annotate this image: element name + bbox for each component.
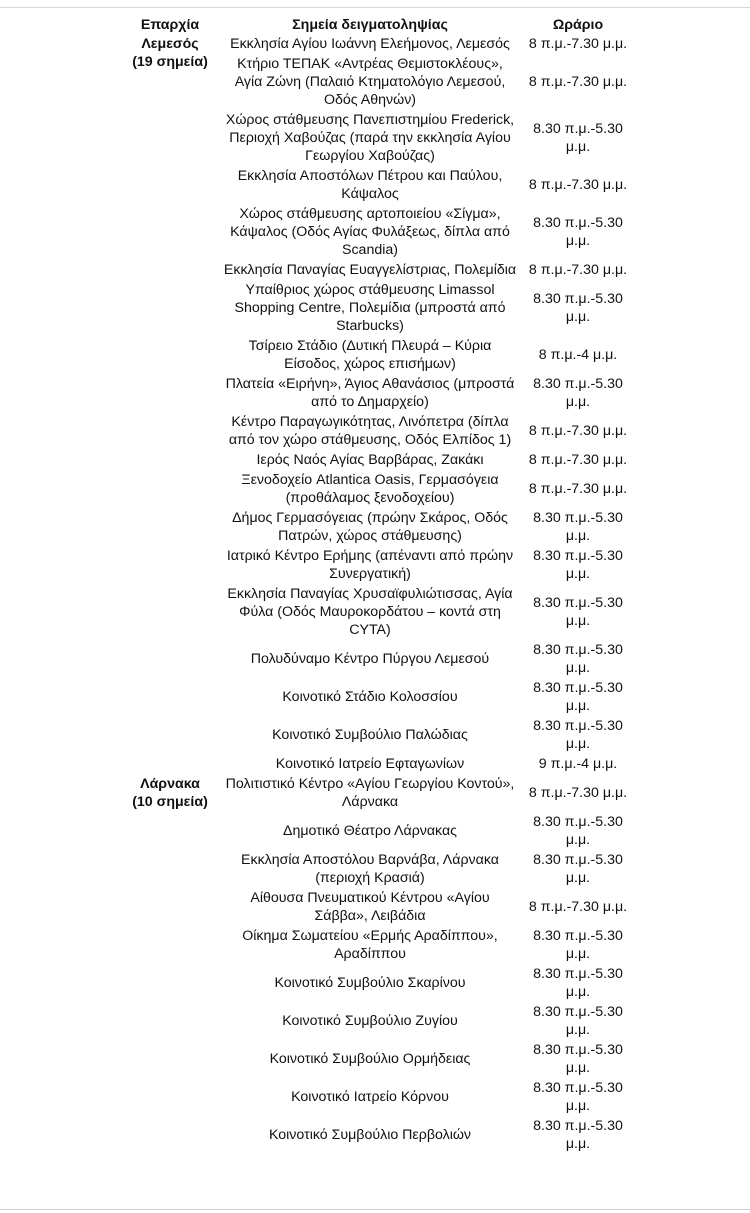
table-row (118, 35, 638, 55)
hours-cell: 8.30 π.μ.-5.30 μ.μ. (533, 680, 623, 714)
location-cell: Πολιτιστικό Κέντρο «Αγίου Γεωργίου Κοντού», Λάρνακα (225, 776, 515, 810)
location-cell: Δήμος Γερμασόγειας (πρώην Σκάρος, Οδός Πατρών, χώρος στάθμευσης) (232, 510, 508, 544)
sampling-points-table (118, 16, 638, 1155)
header-region: Επαρχία (140, 17, 200, 33)
hours-cell: 8.30 π.μ.-5.30 μ.μ. (533, 928, 623, 962)
location-cell: Κοινοτικό Ιατρείο Κόρνου (291, 1089, 449, 1105)
location-cell: Αίθουσα Πνευματικού Κέντρου «Αγίου Σάββα», Λειβάδια (250, 890, 490, 924)
location-cell: Εκκλησία Αποστόλων Πέτρου και Παύλου, Κάψαλος (237, 168, 503, 202)
hours-cell: 8.30 π.μ.-5.30 μ.μ. (533, 215, 623, 249)
hours-cell: 8.30 π.μ.-5.30 μ.μ. (533, 510, 623, 544)
table-row (118, 775, 638, 813)
region-count: (19 σημεία) (132, 54, 208, 70)
table-body (118, 35, 638, 1155)
location-cell: Κοινοτικό Συμβούλιο Ορμήδειας (269, 1051, 471, 1067)
location-cell: Εκκλησία Παναγίας Χρυσαϊφυλιώτισσας, Αγία Φύλα (Οδός Μαυροκορδάτου – κοντά στη CYTA) (227, 586, 513, 638)
hours-cell: 8.30 π.μ.-5.30 μ.μ. (533, 291, 623, 325)
hours-cell: 8 π.μ.-7.30 μ.μ. (528, 177, 628, 193)
hours-cell: 8.30 π.μ.-5.30 μ.μ. (533, 1042, 623, 1076)
region-count: (10 σημεία) (132, 794, 208, 810)
location-cell: Κοινοτικό Ιατρείο Εφταγωνίων (275, 756, 465, 772)
hours-cell: 8.30 π.μ.-5.30 μ.μ. (533, 121, 623, 155)
hours-cell: 8.30 π.μ.-5.30 μ.μ. (533, 548, 623, 582)
bottom-divider (0, 1209, 750, 1210)
hours-cell: 8 π.μ.-7.30 μ.μ. (528, 36, 628, 52)
location-cell: Κοινοτικό Στάδιο Κολοσσίου (282, 689, 458, 705)
region-name: Λάρνακα (140, 776, 200, 792)
hours-cell: 8.30 π.μ.-5.30 μ.μ. (533, 814, 623, 848)
location-cell: Χώρος στάθμευσης αρτοποιείου «Σίγμα», Κάψαλος (Οδός Αγίας Φυλάξεως, δίπλα από Scandia) (230, 206, 510, 258)
hours-cell: 8 π.μ.-4 μ.μ. (538, 347, 618, 363)
region-cell (118, 35, 222, 775)
hours-cell: 8.30 π.μ.-5.30 μ.μ. (533, 595, 623, 629)
location-cell: Κοινοτικό Συμβούλιο Σκαρίνου (274, 975, 466, 991)
hours-cell: 8.30 π.μ.-5.30 μ.μ. (533, 642, 623, 676)
hours-cell: 8 π.μ.-7.30 μ.μ. (528, 423, 628, 439)
hours-cell: 8 π.μ.-7.30 μ.μ. (528, 262, 628, 278)
location-cell: Ιατρικό Κέντρο Ερήμης (απέναντι από πρώην Συνεργατική) (226, 548, 514, 582)
location-cell: Ξενοδοχείο Atlantica Oasis, Γερμασόγεια (προθάλαμος ξενοδοχείου) (241, 472, 499, 506)
location-cell: Εκκλησία Αγίου Ιωάννη Ελεήμονος, Λεμεσός (230, 36, 510, 52)
hours-cell: 8.30 π.μ.-5.30 μ.μ. (533, 1080, 623, 1114)
location-cell: Οίκημα Σωματείου «Ερμής Αραδίππου», Αραδίππου (242, 928, 498, 962)
location-cell: Εκκλησία Αποστόλου Βαρνάβα, Λάρνακα (περιοχή Κρασιά) (241, 852, 499, 886)
region-cell (118, 775, 222, 1155)
location-cell: Υπαίθριος χώρος στάθμευσης Limassol Shopping Centre, Πολεμίδια (μπροστά από Starbucks) (234, 282, 506, 334)
hours-cell: 8.30 π.μ.-5.30 μ.μ. (533, 1118, 623, 1152)
location-cell: Δημοτικό Θέατρο Λάρνακας (282, 823, 458, 839)
header-row (118, 16, 638, 35)
hours-cell: 8.30 π.μ.-5.30 μ.μ. (533, 376, 623, 410)
hours-cell: 8 π.μ.-7.30 μ.μ. (528, 481, 628, 497)
location-cell: Τσίρειο Στάδιο (Δυτική Πλευρά – Κύρια Είσοδος, χώρος επισήμων) (248, 338, 492, 372)
hours-cell: 8.30 π.μ.-5.30 μ.μ. (533, 718, 623, 752)
hours-cell: 8 π.μ.-7.30 μ.μ. (528, 452, 628, 468)
location-cell: Κοινοτικό Συμβούλιο Περβολιών (268, 1127, 472, 1143)
region-name: Λεμεσός (141, 36, 199, 52)
location-cell: Κτήριο ΤΕΠΑΚ «Αντρέας Θεμιστοκλέους», Αγία Ζώνη (Παλαιό Κτηματολόγιο Λεμεσού, Οδός Αθηνών) (234, 56, 506, 108)
location-cell: Πολυδύναμο Κέντρο Πύργου Λεμεσού (250, 651, 490, 667)
hours-cell: 8 π.μ.-7.30 μ.μ. (528, 899, 628, 915)
header-location: Σημεία δειγματοληψίας (292, 17, 448, 33)
location-cell: Εκκλησία Παναγίας Ευαγγελίστριας, Πολεμίδια (223, 262, 517, 278)
top-divider (0, 7, 750, 8)
location-cell: Χώρος στάθμευσης Πανεπιστημίου Frederick, Περιοχή Χαβούζας (παρά την εκκλησία Αγίου Γεωργίου Χαβούζας) (225, 112, 515, 164)
location-cell: Κοινοτικό Συμβούλιο Παλώδιας (272, 727, 468, 743)
hours-cell: 8 π.μ.-7.30 μ.μ. (528, 74, 628, 90)
location-cell: Κέντρο Παραγωγικότητας, Λινόπετρα (δίπλα από τον χώρο στάθμευσης, Οδός Ελπίδος 1) (228, 414, 512, 448)
hours-cell: 9 π.μ.-4 μ.μ. (538, 756, 618, 772)
hours-cell: 8.30 π.μ.-5.30 μ.μ. (533, 1004, 623, 1038)
location-cell: Πλατεία «Ειρήνη», Άγιος Αθανάσιος (μπροστά από το Δημαρχείο) (225, 376, 515, 410)
hours-cell: 8.30 π.μ.-5.30 μ.μ. (533, 966, 623, 1000)
location-cell: Ιερός Ναός Αγίας Βαρβάρας, Ζακάκι (256, 452, 484, 468)
header-hours: Ωράριο (552, 17, 604, 33)
location-cell: Κοινοτικό Συμβούλιο Ζυγίου (282, 1013, 458, 1029)
hours-cell: 8.30 π.μ.-5.30 μ.μ. (533, 852, 623, 886)
table-header (118, 16, 638, 35)
hours-cell: 8 π.μ.-7.30 μ.μ. (528, 785, 628, 801)
